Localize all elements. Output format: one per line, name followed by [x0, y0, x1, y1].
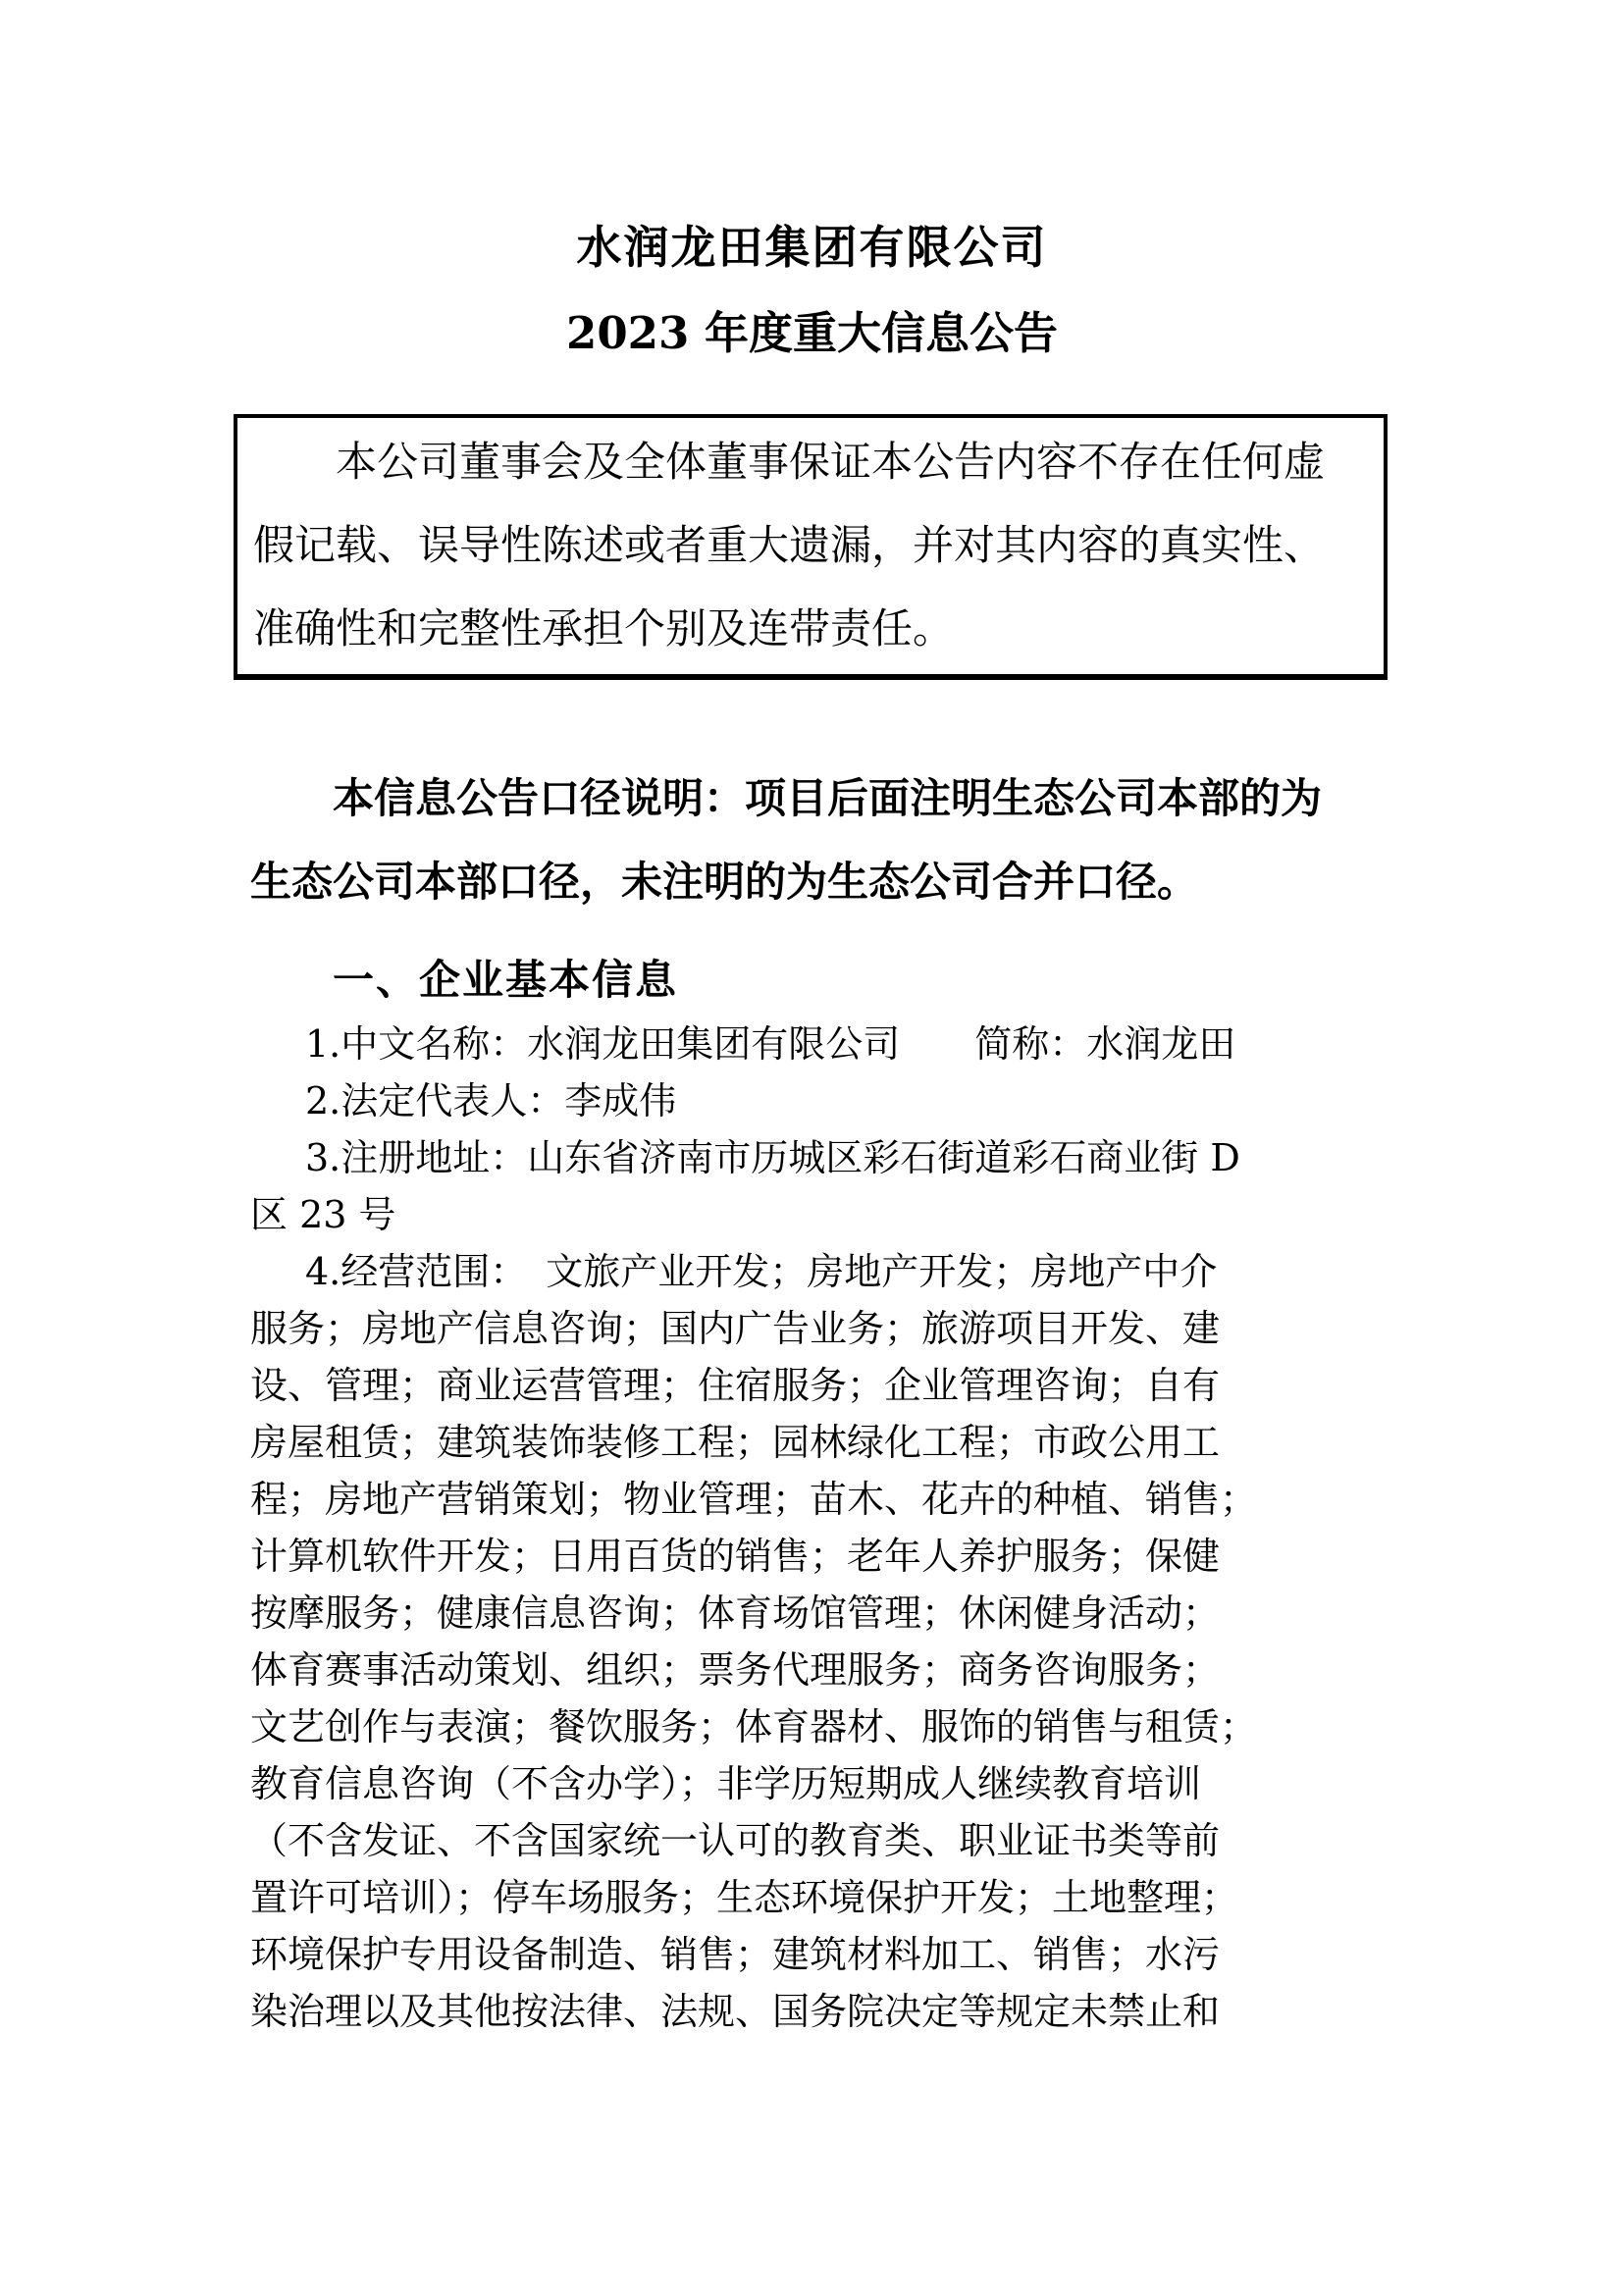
caliber-note-line: 生态公司本部口径，未注明的为生态公司合并口径。 [250, 858, 1199, 906]
business-scope-line: 体育赛事活动策划、组织；票务代理服务；商务咨询服务； [250, 1648, 1221, 1692]
caliber-note [250, 756, 1393, 923]
business-scope-line: （不含发证、不含国家统一认可的教育类、职业证书类等前 [250, 1819, 1221, 1862]
list-item-registered-address: 3.注册地址：山东省济南市历城区彩石街道彩石商业街 D [305, 1136, 1240, 1179]
caliber-note-line: 本信息公告口径说明：项目后面注明生态公司本部的为 [333, 774, 1323, 822]
business-scope-line: 环境保护专用设备制造、销售；建筑材料加工、销售；水污 [250, 1933, 1221, 1976]
list-item-business-scope: 4.经营范围： 文旅产业开发；房地产开发；房地产中介 [305, 1250, 1218, 1293]
list-item-chinese-name: 1.中文名称：水润龙田集团有限公司 简称：水润龙田 [305, 1022, 1236, 1066]
business-scope-line: 按摩服务；健康信息咨询；体育场馆管理；休闲健身活动； [250, 1591, 1221, 1635]
business-scope-line: 教育信息咨询（不含办学）；非学历短期成人继续教育培训 [250, 1762, 1202, 1805]
list-item-legal-representative: 2.法定代表人：李成伟 [305, 1079, 677, 1122]
basic-info-body [250, 1016, 1398, 2040]
business-scope-line: 文艺创作与表演；餐饮服务；体育器材、服饰的销售与租赁； [250, 1705, 1258, 1748]
business-scope-line: 程；房地产营销策划；物业管理；苗木、花卉的种植、销售； [250, 1478, 1258, 1521]
business-scope-line: 房屋租赁；建筑装饰装修工程；园林绿化工程；市政公用工 [250, 1421, 1221, 1464]
business-scope-line: 服务；房地产信息咨询；国内广告业务；旅游项目开发、建 [250, 1307, 1221, 1350]
disclaimer-line: 假记载、误导性陈述或者重大遗漏，并对其内容的真实性、 [253, 521, 1326, 569]
disclaimer-line: 本公司董事会及全体董事保证本公告内容不存在任何虚 [336, 438, 1326, 486]
document-subtitle: 2023 年度重大信息公告 [566, 307, 1058, 359]
business-scope-line: 置许可培训）；停车场服务；生态环境保护开发；土地整理； [250, 1876, 1239, 1919]
business-scope-line: 设、管理；商业运营管理；住宿服务；企业管理咨询；自有 [250, 1364, 1221, 1407]
document-title: 水润龙田集团有限公司 [576, 221, 1048, 274]
disclaimer-line: 准确性和完整性承担个别及连带责任。 [253, 604, 955, 652]
list-item-registered-address-cont: 区 23 号 [250, 1193, 396, 1236]
disclaimer-box [234, 414, 1388, 680]
business-scope-line: 计算机软件开发；日用百货的销售；老年人养护服务；保健 [250, 1535, 1221, 1578]
business-scope-line: 染治理以及其他按法律、法规、国务院决定等规定未禁止和 [250, 1990, 1221, 2033]
section-heading-basic-info: 一、企业基本信息 [333, 956, 679, 1004]
